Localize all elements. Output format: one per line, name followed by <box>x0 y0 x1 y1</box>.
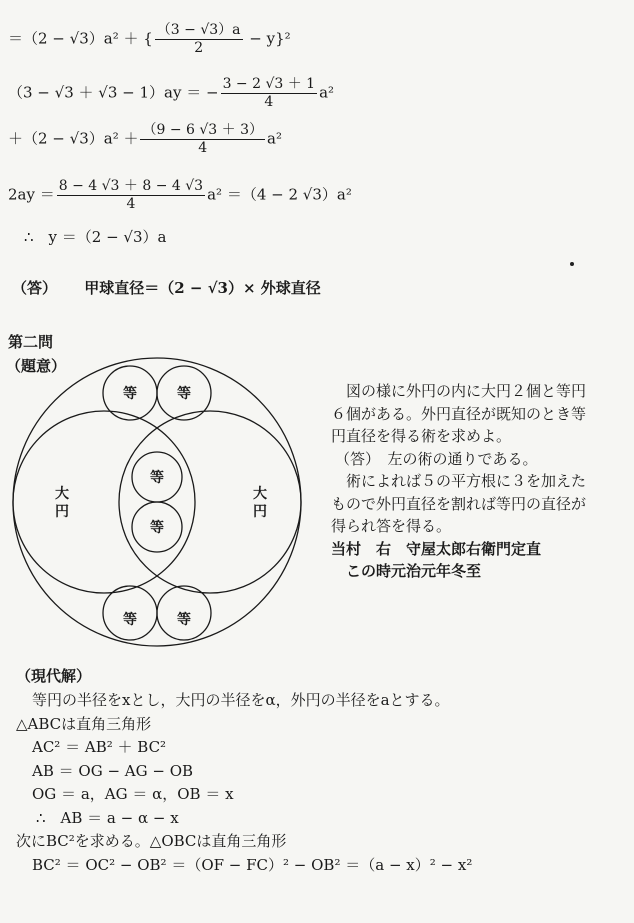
eq2-numerator: 3 − 2 √3 ＋ 1 <box>222 76 316 92</box>
modern-line-3: AC² ＝ AB² ＋ BC² <box>32 738 167 756</box>
eq1-numerator: （3 − √3）a <box>156 22 241 38</box>
problem-2-subheading: （題意） <box>6 357 67 375</box>
eq1-right: − y}² <box>244 29 291 48</box>
eq3-right: a² <box>267 129 282 148</box>
para-line-7: 得られ答を得る。 <box>331 517 452 535</box>
modern-line-6: ∴ AB ＝ a − α − x <box>36 808 179 827</box>
equation-line-5: ∴ y ＝（2 − √3）a <box>24 228 167 246</box>
modern-solution <box>16 689 472 877</box>
eq3-denominator: 4 <box>198 140 208 156</box>
eq3-left: ＋（2 − √3）a² ＋ <box>8 129 139 148</box>
eq1-left: ＝（2 − √3）a² ＋ { <box>8 29 153 48</box>
para-line-3: 円直径を得る術を求めよ。 <box>331 427 512 445</box>
eq2-left: （3 − √3 ＋ √3 − 1）ay ＝ − <box>8 83 219 102</box>
big-circle-right <box>119 411 301 593</box>
para-line-9: この時元治元年冬至 <box>346 562 482 580</box>
eq4-left: 2ay ＝ <box>8 185 55 204</box>
label-equal-ct: 等 <box>150 470 164 486</box>
para-line-1: 図の様に外円の内に大円２個と等円 <box>346 382 587 400</box>
label-equal-tr: 等 <box>177 386 191 402</box>
problem-2-paragraph <box>331 380 627 583</box>
para-line-8: 当村 右 守屋太郎右衛門定直 <box>331 539 542 558</box>
label-big-right-2: 円 <box>253 504 267 520</box>
para-line-4: （答） 左の術の通りである。 <box>335 449 538 468</box>
modern-line-5: OG ＝ a，AG ＝ α，OB ＝ x <box>32 785 234 803</box>
answer-1-text: 甲球直径＝（2 − √3）× 外球直径 <box>84 279 321 297</box>
para-line-6: もので外円直径を割れば等円の直径が <box>331 494 587 513</box>
problem-2-heading: 第二問 <box>8 333 54 351</box>
label-equal-bl: 等 <box>123 612 137 628</box>
answer-1-label: （答） <box>12 279 58 297</box>
label-equal-br: 等 <box>177 612 191 628</box>
eq4-denominator: 4 <box>126 196 136 212</box>
eq1-denominator: 2 <box>194 40 204 56</box>
modern-line-8: BC² ＝ OC² − OB² ＝（OF − FC）² − OB² ＝（a − x）² − x² <box>32 855 473 874</box>
eq4-right: a² ＝（4 − 2 √3）a² <box>207 185 352 204</box>
big-circle-left <box>13 411 195 593</box>
para-line-2: ６個がある。外円直径が既知のとき等 <box>331 404 587 423</box>
modern-line-7: 次にBC²を求める。△OBCは直角三角形 <box>16 832 287 850</box>
modern-heading: （現代解） <box>16 667 92 685</box>
label-equal-tl: 等 <box>123 386 137 402</box>
modern-line-4: AB ＝ OG − AG − OB <box>32 761 194 780</box>
eq2-right: a² <box>319 83 335 102</box>
modern-line-1: 等円の半径をxとし，大円の半径をα，外円の半径をaとする。 <box>32 691 450 709</box>
modern-line-2: △ABCは直角三角形 <box>16 714 152 733</box>
label-big-left-1: 大 <box>55 486 69 502</box>
eq4-numerator: 8 − 4 √3 ＋ 8 − 4 √3 <box>58 178 204 194</box>
eq3-numerator: （9 − 6 √3 ＋ 3） <box>142 122 264 138</box>
label-equal-cb: 等 <box>150 520 164 536</box>
label-big-left-2: 円 <box>55 504 69 520</box>
label-big-right-1: 大 <box>253 486 267 502</box>
eq2-denominator: 4 <box>264 94 274 110</box>
para-line-5: 術によれば５の平方根に３を加えた <box>346 472 587 490</box>
